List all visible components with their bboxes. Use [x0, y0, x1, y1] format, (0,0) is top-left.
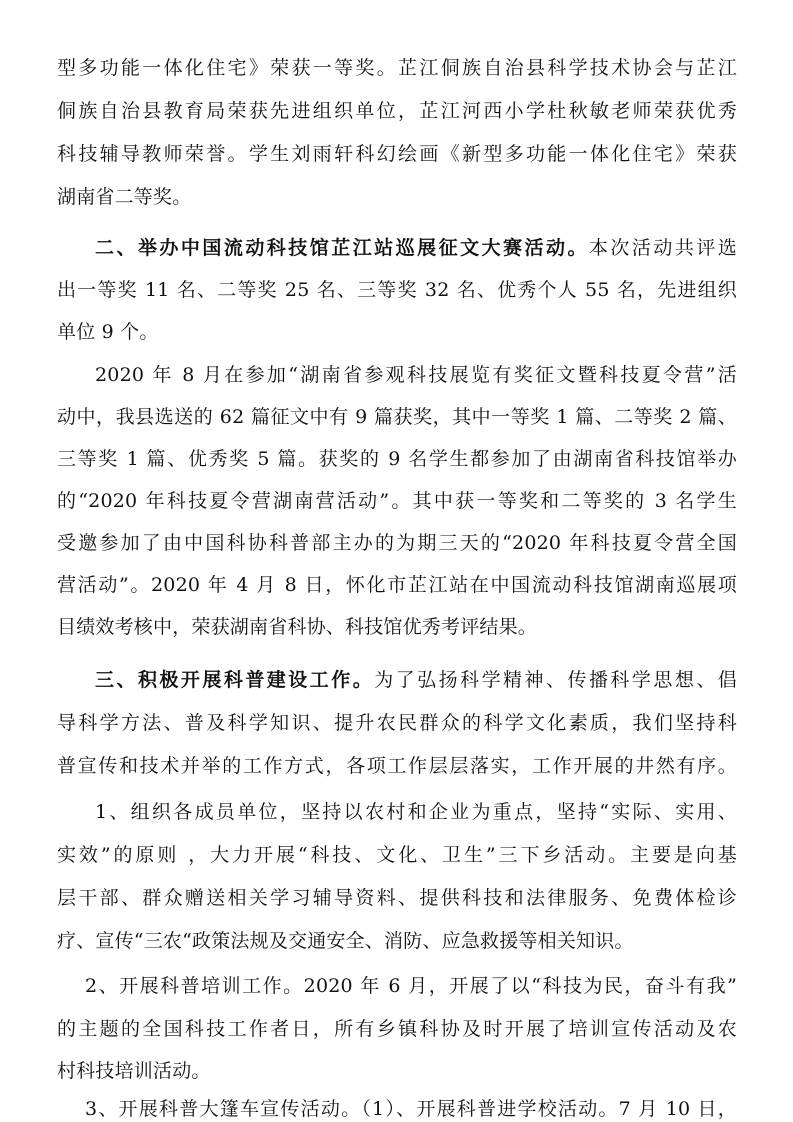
paragraph-line: 1、组织各成员单位，坚持以农村和企业为重点，坚持“实际、实用、 [95, 801, 737, 823]
paragraph-line: 营活动”。2020 年 4 月 8 日，怀化市芷江站在中国流动科技馆湖南巡展项 [57, 574, 737, 596]
paragraph-line: 出一等奖 11 名、二等奖 25 名、三等奖 32 名、优秀个人 55 名，先进组织 [57, 279, 737, 301]
paragraph-line: 疗、宣传“三农“政策法规及交通安全、消防、应急救援等相关知识。 [57, 930, 634, 952]
paragraph-line: 层干部、群众赠送相关学习辅导资料、提供科技和法律服务、免费体检诊 [57, 887, 737, 909]
section-heading: 二、举办中国流动科技馆芷江站巡展征文大赛活动。 [95, 237, 589, 259]
paragraph-text: 为了弘扬科学精神、传播科学思想、倡 [374, 669, 737, 691]
section-heading: 三、积极开展科普建设工作。 [95, 669, 375, 691]
paragraph-line: 动中，我县选送的 62 篇征文中有 9 篇获奖，其中一等奖 1 篇、二等奖 2 篇、 [57, 406, 737, 428]
paragraph-line: 受邀参加了由中国科协科普部主办的为期三天的“2020 年科技夏令营全国 [57, 532, 737, 554]
paragraph-line: 普宣传和技术并举的工作方式，各项工作层层落实，工作开展的井然有序。 [57, 755, 737, 777]
paragraph-line: 的主题的全国科技工作者日，所有乡镇科协及时开展了培训宣传活动及农 [57, 1018, 737, 1040]
paragraph-line: 导科学方法、普及科学知识、提升农民群众的科学文化素质，我们坚持科 [57, 712, 737, 734]
paragraph-line [95, 668, 737, 692]
paragraph-line: 实效”的原则 ，大力开展“科技、文化、卫生”三下乡活动。主要是向基 [57, 844, 737, 866]
paragraph-line: 单位 9 个。 [57, 321, 159, 343]
paragraph-line: 侗族自治县教育局荣获先进组织单位，芷江河西小学杜秋敏老师荣获优秀 [57, 100, 737, 122]
paragraph-line: 3、开展科普大篷车宣传活动。（1）、开展科普进学校活动。7 月 10 日， [85, 1098, 737, 1120]
paragraph-line: 的“2020 年科技夏令营湖南营活动”。其中获一等奖和二等奖的 3 名学生 [57, 490, 737, 512]
paragraph-line [95, 236, 737, 260]
paragraph-line: 目绩效考核中，荣获湖南省科协、科技馆优秀考评结果。 [57, 616, 538, 638]
paragraph-line: 2、开展科普培训工作。2020 年 6 月，开展了以“科技为民，奋斗有我” [85, 975, 737, 997]
paragraph-line: 村科技培训活动。 [57, 1060, 211, 1082]
paragraph-line: 科技辅导教师荣誉。学生刘雨轩科幻绘画《新型多功能一体化住宅》荣获 [57, 143, 737, 165]
paragraph-line: 三等奖 1 篇、优秀奖 5 篇。获奖的 9 名学生都参加了由湖南省科技馆举办 [57, 448, 737, 470]
paragraph-text: 本次活动共评选 [588, 237, 737, 259]
paragraph-line: 型多功能一体化住宅》荣获一等奖。芷江侗族自治县科学技术协会与芷江 [57, 57, 737, 79]
paragraph-line: 2020 年 8 月在参加“湖南省参观科技展览有奖征文暨科技夏令营”活 [95, 364, 737, 386]
paragraph-line: 湖南省二等奖。 [57, 186, 192, 208]
